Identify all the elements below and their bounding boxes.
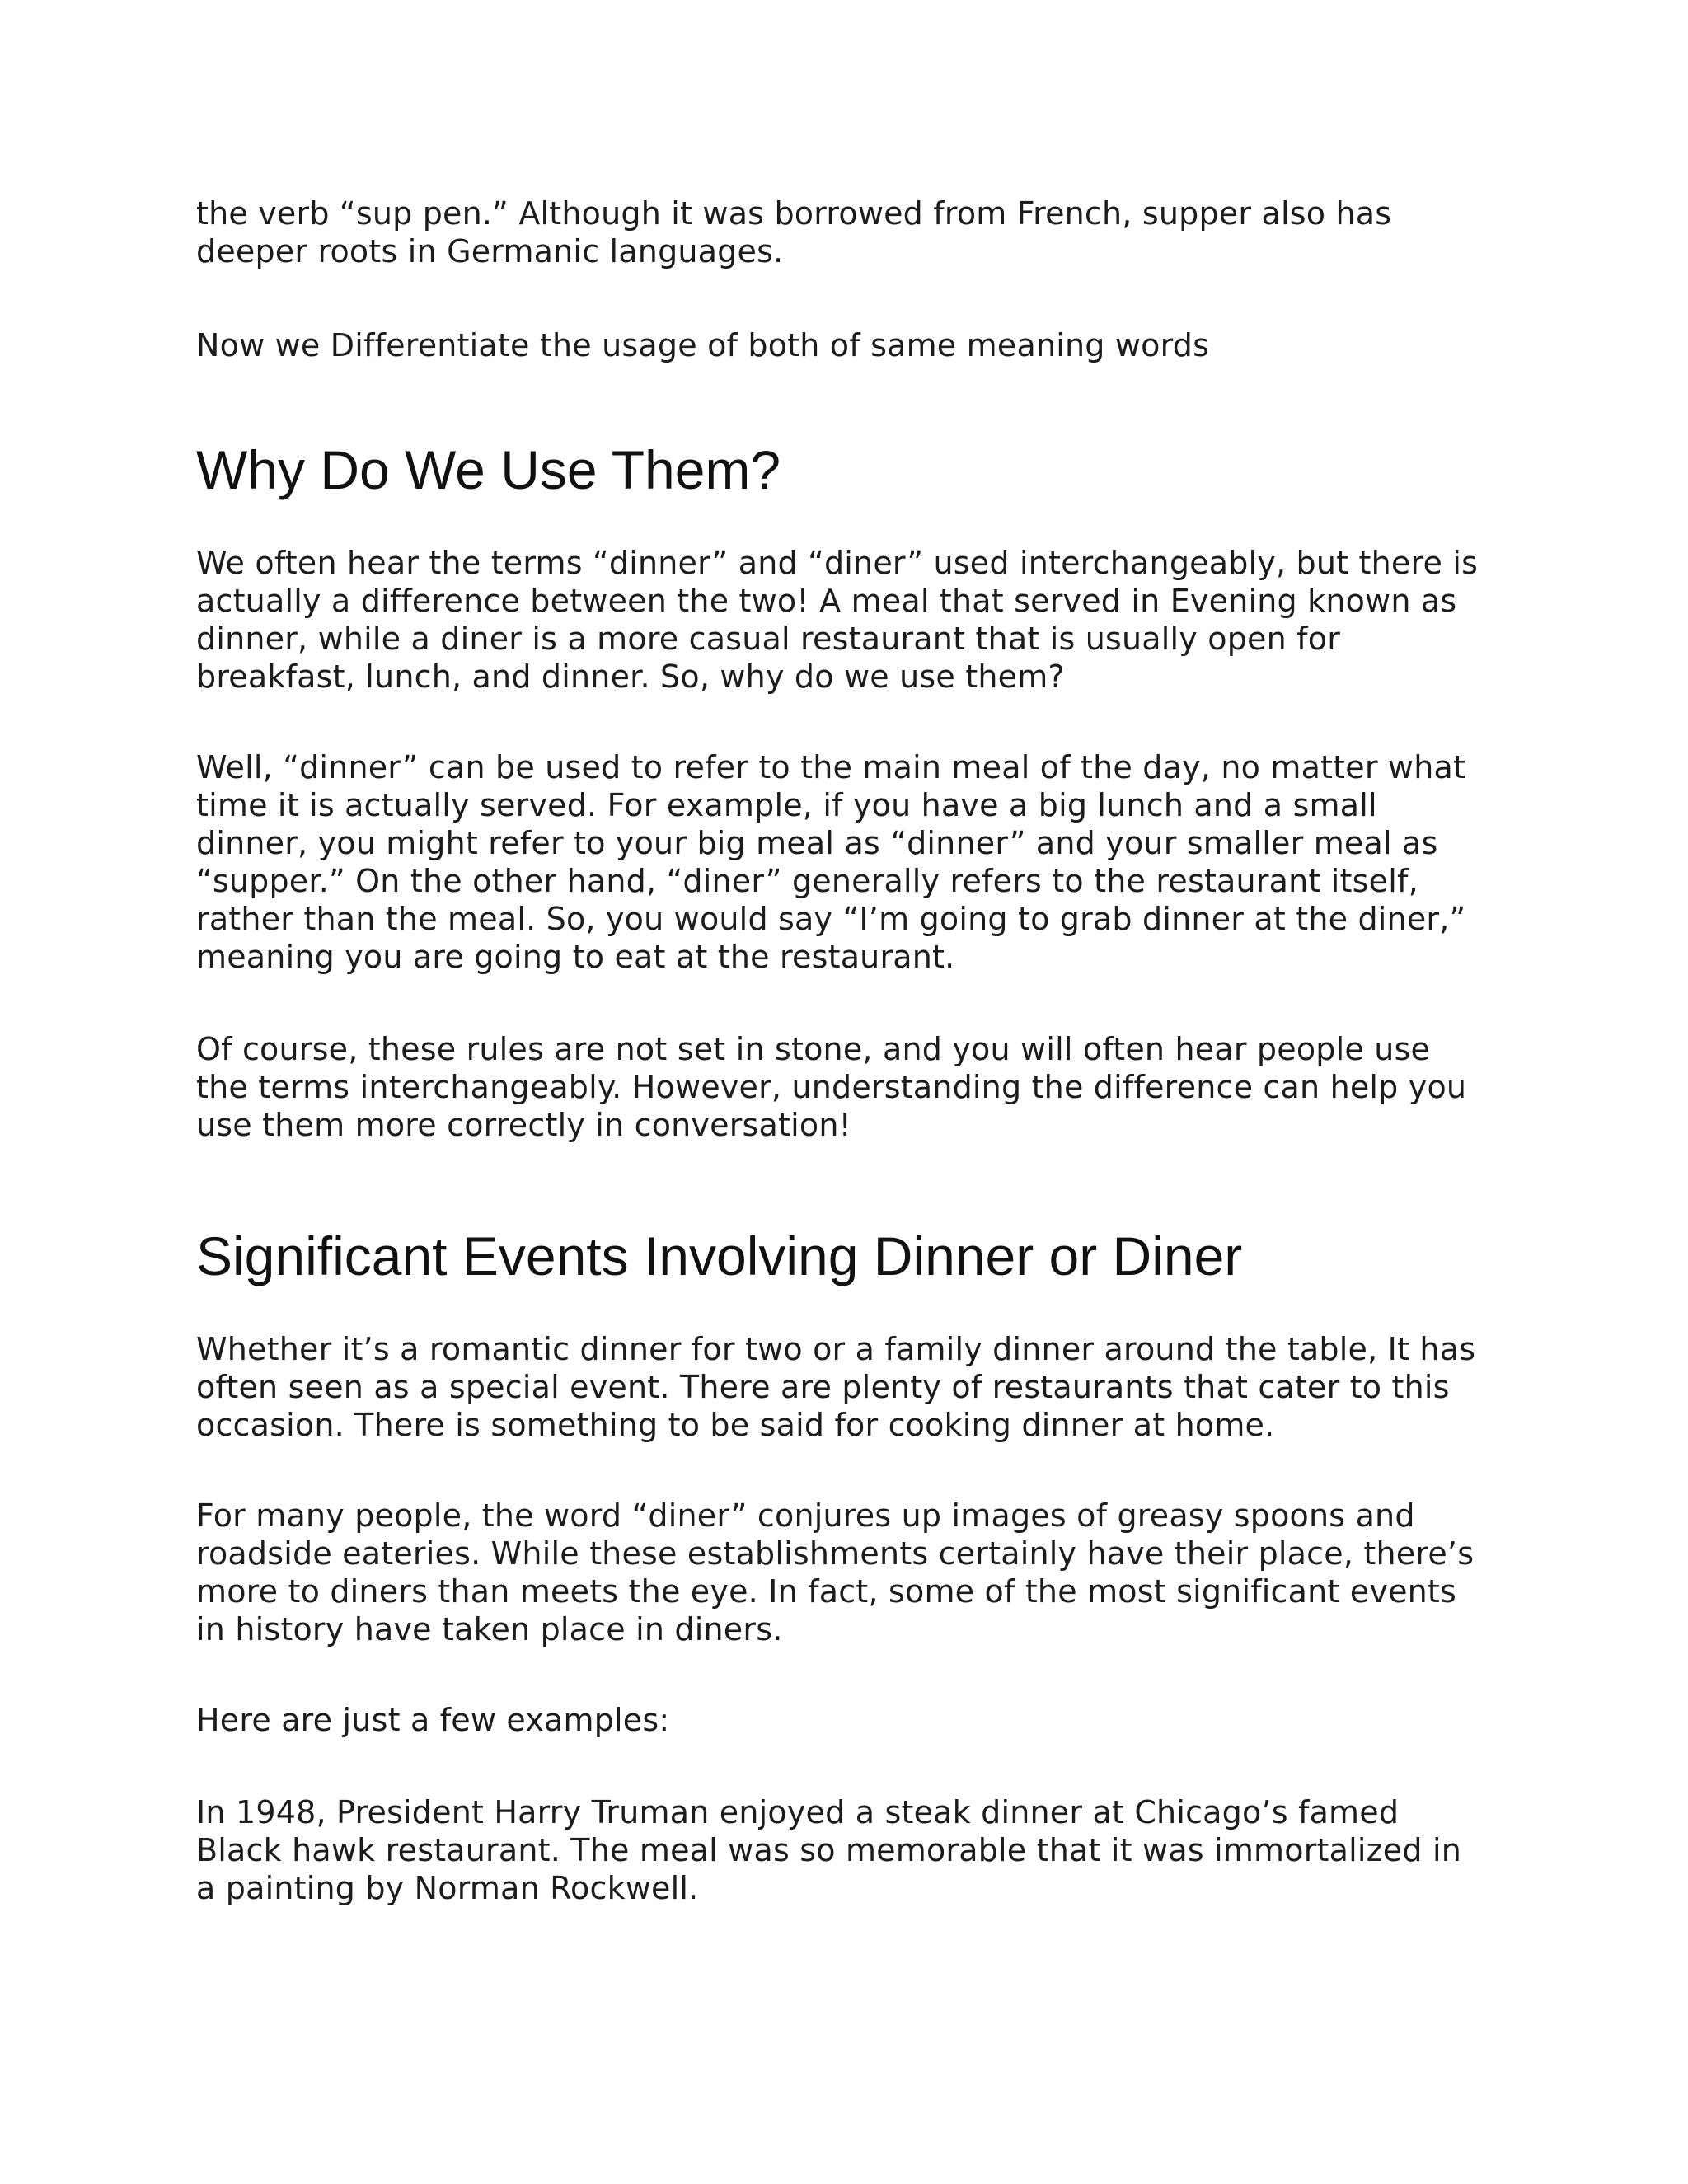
events-paragraph-1: Whether it’s a romantic dinner for two or a family dinner around the table, It has often seen as a special event. There are plenty of restaurants that cater to this occasion. There is something to be said for cooking dinner at home.: [196, 1331, 1476, 1443]
events-paragraph-2: For many people, the word “diner” conjures up images of greasy spoons and roadside eateries. While these establishments certainly have their place, there’s more to diners than meets the eye. In fact, some of the most significant events in history have taken place in diners.: [196, 1497, 1475, 1647]
events-paragraph-4: In 1948, President Harry Truman enjoyed a steak dinner at Chicago’s famed Black hawk restaurant. The meal was so memorable that it was immortalized in a painting by Norman Rockwell.: [196, 1794, 1462, 1906]
section-heading-why: Why Do We Use Them?: [196, 439, 781, 500]
section-heading-events: Significant Events Involving Dinner or Diner: [196, 1226, 1243, 1286]
why-paragraph-3: Of course, these rules are not set in stone, and you will often hear people use the terms interchangeably. However, understanding the difference can help you use them more correctly in conversation!: [196, 1031, 1467, 1143]
events-paragraph-3: Here are just a few examples:: [196, 1702, 670, 1738]
intro-paragraph: the verb “sup pen.” Although it was borrowed from French, supper also has deeper roots in Germanic languages.: [196, 195, 1392, 269]
why-paragraph-2: Well, “dinner” can be used to refer to the main meal of the day, no matter what time it is actually served. For example, if you have a big lunch and a small dinner, you might refer to your big meal as “dinner” and your smaller meal as “supper.” On the other hand, “diner” generally refers to the restaurant itself, rather than the meal. So, you would say “I’m going to grab dinner at the diner,” meaning you are going to eat at the restaurant.: [196, 749, 1466, 975]
transition-paragraph: Now we Differentiate the usage of both of same meaning words: [196, 327, 1210, 363]
why-paragraph-1: We often hear the terms “dinner” and “diner” used interchangeably, but there is actually a difference between the two! A meal that served in Evening known as dinner, while a diner is a more casual restaurant that is usually open for breakfast, lunch, and dinner. So, why do we use them?: [196, 545, 1479, 695]
